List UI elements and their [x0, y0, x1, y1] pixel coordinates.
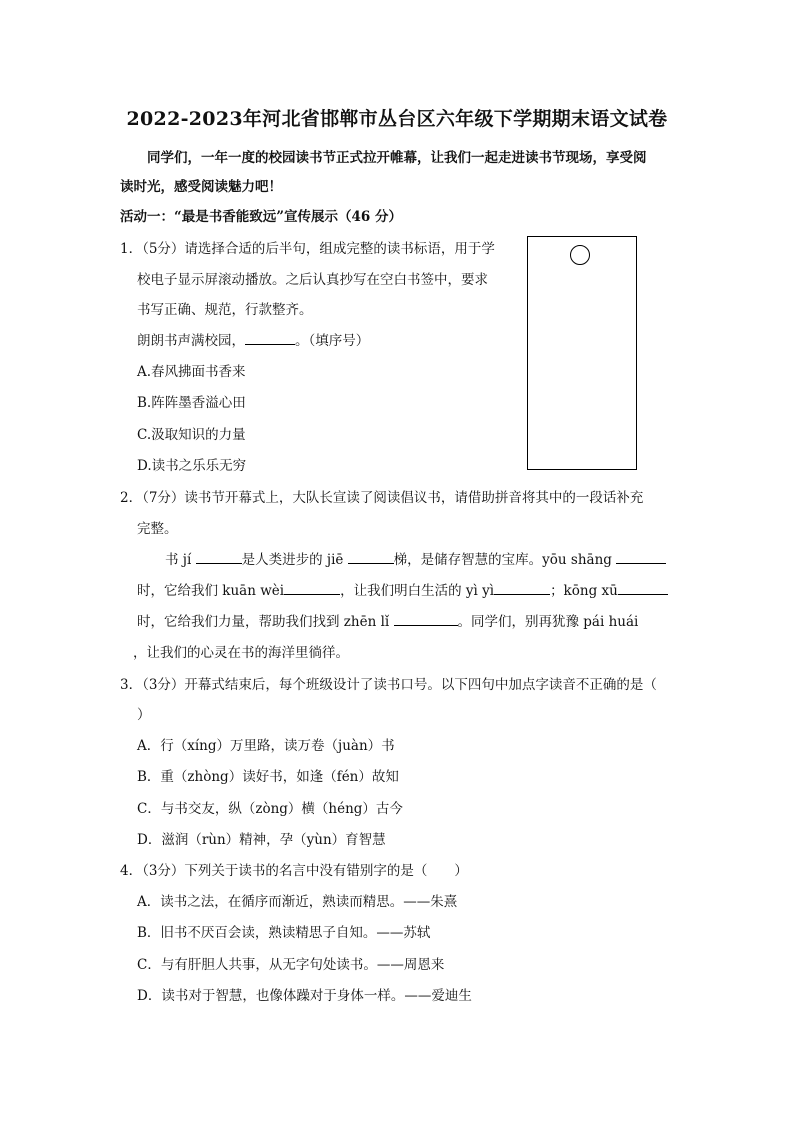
q1-option-a: A.春风拂面书香来 — [137, 364, 246, 380]
q2-blank-kongxu[interactable] — [618, 582, 668, 595]
blank-bookmark[interactable] — [527, 236, 637, 470]
q1-stem-suffix: 。（填序号） — [295, 333, 370, 349]
q3-line-2: ） — [137, 707, 151, 723]
q4-option-b: B．旧书不厌百会读，熟读精思子自知。——苏轼 — [137, 925, 431, 941]
q4-option-a: A．读书之法，在循序而渐近，熟读而精思。——朱熹 — [137, 894, 458, 910]
q2-text-3b: 。同学们，别再犹豫 pái huái — [457, 614, 639, 630]
q1-answer-blank[interactable] — [245, 332, 295, 345]
q1-line-1: 1．（5分）请选择合适的后半句，组成完整的读书标语，用于学 — [120, 241, 495, 257]
q4-line-1: 4．（3分）下列关于读书的名言中没有错别字的是（ ） — [120, 863, 468, 879]
q2-text-1a: 书 jí — [165, 552, 196, 568]
q2-text-2b: ，让我们明白生活的 yì yì — [340, 583, 495, 599]
q2-blank-zhenli[interactable] — [394, 613, 458, 626]
bookmark-hole — [570, 245, 590, 265]
q2-passage-line-4: ，让我们的心灵在书的海洋里徜徉。 — [133, 645, 349, 661]
q2-text-1c: 梯，是储存智慧的宝库。yōu shāng — [393, 552, 617, 568]
q3-option-a: A．行（xíng）万里路，读万卷（juàn）书 — [137, 738, 395, 754]
q2-text-3a: 时，它给我们力量，帮助我们找到 zhēn lǐ — [137, 614, 394, 630]
q4-option-d: D．读书对于智慧，也像体躁对于身体一样。——爱迪生 — [137, 988, 472, 1004]
q1-option-c: C.汲取知识的力量 — [137, 427, 246, 443]
q4-option-c: C．与有肝胆人共事，从无字句处读书。——周恩来 — [137, 957, 445, 973]
q2-passage-line-2 — [137, 582, 668, 600]
q1-line-2: 校电子显示屏滚动播放。之后认真抄写在空白书签中，要求 — [137, 272, 488, 288]
q2-line-1: 2．（7分）读书节开幕式上，大队长宣读了阅读倡议书，请借助拼音将其中的一段话补充 — [120, 490, 644, 506]
q2-text-2a: 时，它给我们 kuān wèi — [137, 583, 285, 599]
q3-option-b: B．重（zhòng）读好书，如逢（fén）故知 — [137, 769, 399, 785]
q2-text-1b: 是人类进步的 jiē — [241, 552, 348, 568]
intro-line-1: 同学们，一年一度的校园读书节正式拉开帷幕，让我们一起走进读书节现场，享受阅 — [147, 150, 647, 166]
q2-blank-kuanwei[interactable] — [284, 582, 340, 595]
q1-line-3: 书写正确、规范，行款整齐。 — [137, 302, 313, 318]
q2-passage-line-3 — [137, 613, 638, 631]
q2-blank-youshang[interactable] — [616, 551, 666, 564]
q3-option-d: D．滋润（rùn）精神，孕（yùn）育智慧 — [137, 832, 386, 848]
q2-blank-jie[interactable] — [348, 551, 394, 564]
q2-blank-yiyi[interactable] — [494, 582, 550, 595]
q1-stem — [137, 332, 369, 350]
q2-line-2: 完整。 — [137, 521, 178, 537]
q3-line-1: 3．（3分）开幕式结束后，每个班级设计了读书口号。以下四句中加点字读音不正确的是（ — [120, 677, 657, 693]
exam-title: 2022-2023年河北省邯郸市丛台区六年级下学期期末语文试卷 — [126, 108, 668, 130]
intro-line-2: 读时光，感受阅读魅力吧！ — [120, 179, 282, 195]
activity-heading: 活动一：“最是书香能致远”宣传展示（46 分） — [120, 209, 403, 225]
q2-blank-shuji[interactable] — [196, 551, 242, 564]
q2-passage-line-1 — [165, 551, 666, 569]
q1-option-d: D.读书之乐乐无穷 — [137, 458, 247, 474]
q1-option-b: B.阵阵墨香溢心田 — [137, 395, 246, 411]
q3-option-c: C．与书交友，纵（zòng）横（héng）古今 — [137, 801, 403, 817]
q2-text-2c: ；kōng xū — [550, 583, 618, 599]
q1-stem-text: 朗朗书声满校园， — [137, 333, 245, 349]
